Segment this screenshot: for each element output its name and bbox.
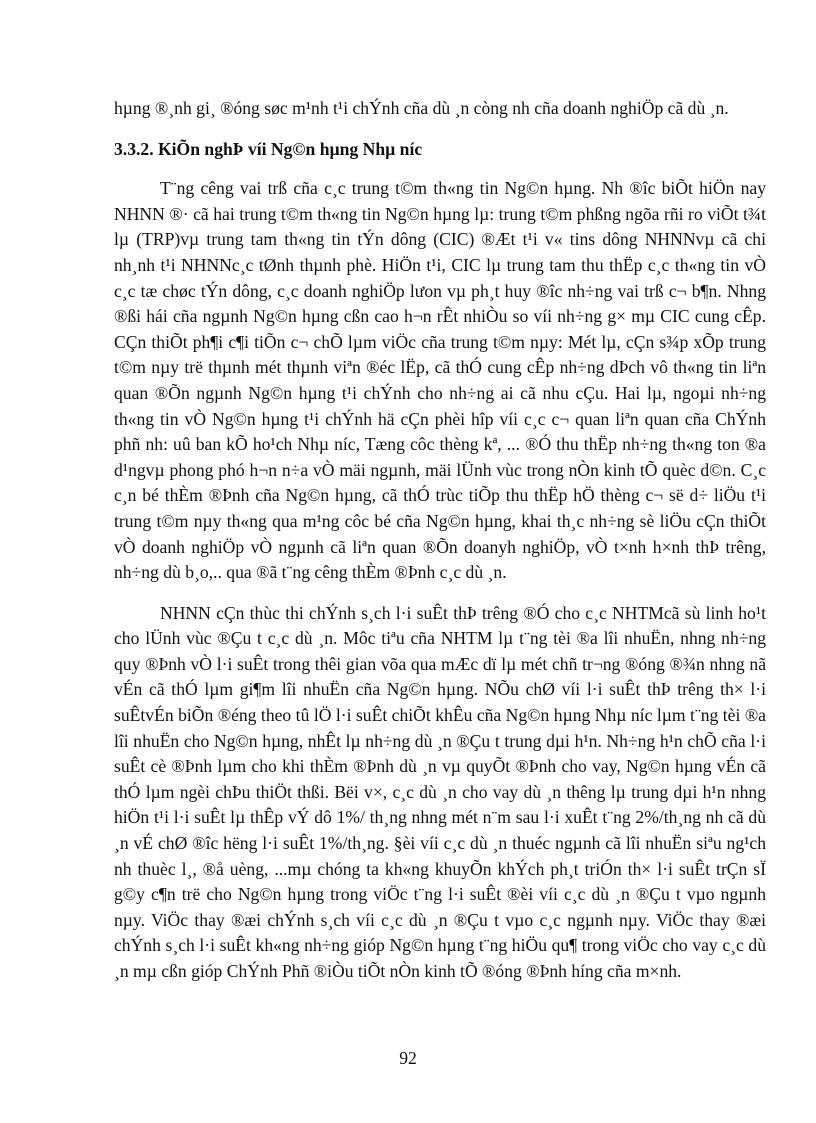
body-paragraph-2: NHNN cÇn thùc thi chÝnh s¸ch l·i suÊt thÞ trêng ®Ó cho c¸c NHTMcã sù linh ho¹t cho lÜnh vùc ®Çu t c¸c dù ¸n. Môc tiªu cña NHTM lµ t¨ng tèi ®a lîi nhuËn, nhng nh÷ng quy ®Þnh vÒ l·i suÊt trong thêi gian võa qua mÆc dï lµ mét chñ tr¬ng ®óng ®¾n nhng nã vÉn cã thÓ lµm gi¶m lîi nhuËn cña Ng©n hµng. NÕu chØ víi l·i suÊt thÞ trêng th× l·i suÊtvÉn biÕn ®éng theo tû lÖ l·i suÊt chiÕt khÊu cña Ng©n hµng Nhµ níc lµm t¨ng tèi ®a lîi nhuËn cho Ng©n hµng, nhÊt lµ nh÷ng dù ¸n ®Çu t trung dµi h¹n. Nh÷ng h¹n chÕ cña l·i suÊt cè ®Þnh lµm cho khi thÈm ®Þnh dù ¸n vµ quyÕt ®Þnh cho vay, Ng©n hµng vÉn cã thÓ lµm ngèi chÞu thiÖt thßi. Bëi v×, c¸c dù ¸n cho vay dù ¸n thêng lµ trung dµi h¹n nhng hiÖn t¹i l·i suÊt lµ thÊp vÝ dô 1%/ th¸ng nhng mét n¨m sau l·i xuÊt t¨ng 2%/th¸ng nh cã dù ¸n vÉ chØ ®îc hëng l·i suÊt 1%/th¸ng. §èi víi c¸c dù ¸n thuéc ngµnh cã lîi nhuËn siªu ng¹ch nh thuèc l¸, ®å uèng, ...mµ chóng ta kh«ng khuyÕn khÝch ph¸t triÓn th× l·i suÊt trÇn sÏ g©y c¶n trë cho Ng©n hµng trong viÖc t¨ng l·i suÊt ®èi víi c¸c dù ¸n ®Çu t vµo ngµnh nµy. ViÖc thay ®æi chÝnh s¸ch víi c¸c dù ¸n ®Çu t vµo c¸c ngµnh nµy. ViÖc thay ®æi chÝnh s¸ch l·i suÊt kh«ng nh÷ng gióp Ng©n hµng t¨ng hiÖu qu¶ trong viÖc cho vay c¸c dù ¸n mµ cßn gióp ChÝnh Phñ ®iÒu tiÕt nÒn kinh tÕ ®óng ®Þnh híng cña m×nh. xyxy=(114,602,766,981)
section-heading: 3.3.2. KiÕn nghÞ víi Ng©n hµng Nhµ níc xyxy=(114,138,423,159)
intro-paragraph: hµng ®¸nh gi¸ ®óng søc m¹nh t¹i chÝnh cña dù ¸n còng nh cña doanh nghiÖp cã dù ¸n. xyxy=(114,98,729,118)
body-paragraph-1: T¨ng cêng vai trß cña c¸c trung t©m th«ng tin Ng©n hµng. Nh ®îc biÕt hiÖn nay NHNN ®· cã hai trung t©m th«ng tin Ng©n hµng lµ: trung t©m phßng ngõa rñi ro viÕt t¾t lµ (TRP)vµ trung tam th«ng tin tÝn dông (CIC) ®Æt t¹i v« tins dông NHNNvµ cã chi nh¸nh t¹i NHNNc¸c tØnh thµnh phè. HiÖn t¹i, CIC lµ trung tam thu thËp c¸c th«ng tin vÒ c¸c tæ chøc tÝn dông, c¸c doanh nghiÖp lưon vµ ph¸t huy ®îc nh÷ng vai trß c¬ b¶n. Nhng ®ßi hái cña ngµnh Ng©n hµng cßn cao h¬n rÊt nhiÒu so víi nh÷ng g× mµ CIC cung cÊp. CÇn thiÕt ph¶i c¶i tiÕn c¬ chÕ lµm viÖc cña trung t©m nµy: Mét lµ, cÇn s¾p xÕp trung t©m nµy trë thµnh mét thµnh viªn ®éc lËp, cã thÓ cung cÊp nh÷ng dÞch vô th«ng tin liªn quan ®Õn ngµnh Ng©n hµng t¹i chÝnh cho nh÷ng ai cã nhu cÇu. Hai lµ, ngoµi nh÷ng th«ng tin vÒ Ng©n hµng t¹i chÝnh hä cÇn phèi hîp víi c¸c c¬ quan liªn quan cña ChÝnh phñ nh: uû ban kÕ ho¹ch Nhµ níc, Tæng côc thèng kª, ... ®Ó thu thËp nh÷ng th«ng ton ®a d¹ngvµ phong phó h¬n n÷a vÒ mäi ngµnh, mäi lÜnh vùc trong nÒn kinh tÕ quèc d©n. C¸c c¸n bé thÈm ®Þnh cña Ng©n hµng, cã thÓ trùc tiÕp thu thËp hÖ thèng c¬ së d÷ liÖu t¹i trung t©m nµy th«ng qua m¹ng côc bé cña Ng©n hµng, khai th¸c nh÷ng sè liÖu cÇn thiÕt vÒ doanh nghiÖp vÒ ngµnh cã liªn quan ®Õn doanyh nghiÖp, vÒ t×nh h×nh thÞ trêng, nh÷ng dù b¸o,.. qua ®ã t¨ng cêng thÈm ®Þnh c¸c dù ¸n. xyxy=(114,178,766,583)
page-number: 92 xyxy=(399,1048,417,1068)
document-page xyxy=(114,96,766,985)
